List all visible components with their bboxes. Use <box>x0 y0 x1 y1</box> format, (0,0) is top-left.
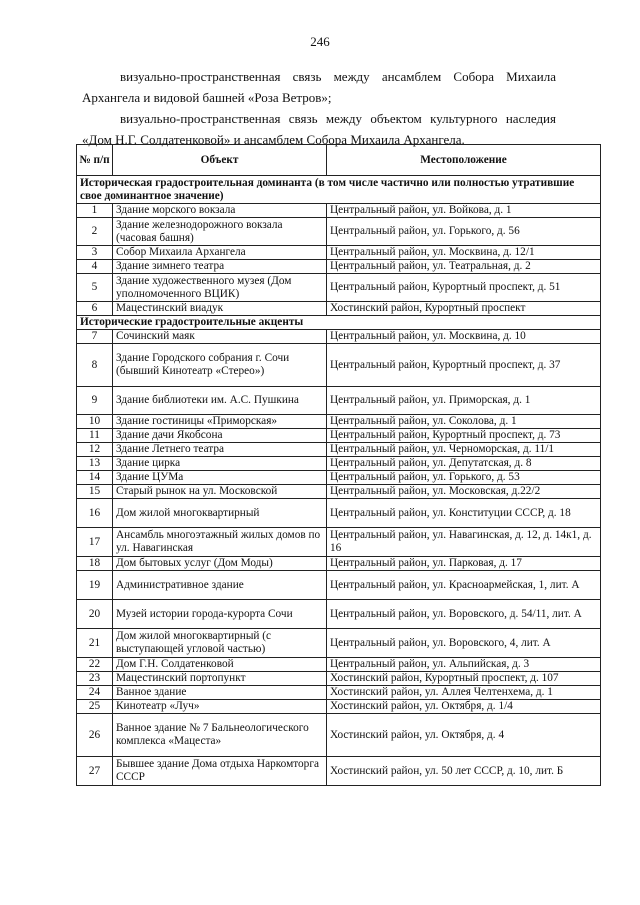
table-row <box>77 757 601 786</box>
object-location: Хостинский район, ул. Аллея Челтенхема, д. 1 <box>327 686 601 700</box>
table-row <box>77 557 601 571</box>
table-body <box>77 176 601 786</box>
table-row <box>77 600 601 629</box>
table-header-row <box>77 145 601 176</box>
object-name: Дом бытовых услуг (Дом Моды) <box>113 557 327 571</box>
object-name: Ансамбль многоэтажный жилых домов по ул. Навагинская <box>113 528 327 557</box>
object-name: Дом жилой многоквартирный <box>113 499 327 528</box>
row-number: 23 <box>77 672 113 686</box>
object-location: Центральный район, ул. Московская, д.22/2 <box>327 485 601 499</box>
object-location: Центральный район, ул. Навагинская, д. 12, д. 14к1, д. 16 <box>327 528 601 557</box>
object-name: Ванное здание № 7 Бальнеологического комплекса «Мацеста» <box>113 714 327 757</box>
table-row <box>77 528 601 557</box>
table-row <box>77 499 601 528</box>
row-number: 16 <box>77 499 113 528</box>
object-name: Здание железнодорожного вокзала (часовая башня) <box>113 218 327 246</box>
object-location: Центральный район, ул. Москвина, д. 10 <box>327 330 601 344</box>
row-number: 3 <box>77 246 113 260</box>
row-number: 17 <box>77 528 113 557</box>
row-number: 15 <box>77 485 113 499</box>
object-name: Здание дачи Якобсона <box>113 429 327 443</box>
row-number: 13 <box>77 457 113 471</box>
row-number: 20 <box>77 600 113 629</box>
row-number: 2 <box>77 218 113 246</box>
section-row <box>77 176 601 204</box>
row-number: 8 <box>77 344 113 387</box>
object-location: Центральный район, ул. Театральная, д. 2 <box>327 260 601 274</box>
object-location: Хостинский район, Курортный проспект, д. 107 <box>327 672 601 686</box>
object-location: Хостинский район, ул. Октября, д. 1/4 <box>327 700 601 714</box>
table-row <box>77 700 601 714</box>
object-name: Мацестинский виадук <box>113 302 327 316</box>
table-row <box>77 629 601 658</box>
row-number: 22 <box>77 658 113 672</box>
row-number: 19 <box>77 571 113 600</box>
object-location: Центральный район, ул. Москвина, д. 12/1 <box>327 246 601 260</box>
object-name: Здание ЦУМа <box>113 471 327 485</box>
table-row <box>77 429 601 443</box>
table-row <box>77 571 601 600</box>
row-number: 5 <box>77 274 113 302</box>
intro-paragraph: визуально-пространственная связь между ансамблем Собора Михаила Архангела и видовой башней «Роза Ветров»; <box>82 69 556 105</box>
object-location: Хостинский район, Курортный проспект <box>327 302 601 316</box>
object-name: Административное здание <box>113 571 327 600</box>
table-row <box>77 485 601 499</box>
object-location: Центральный район, Курортный проспект, д. 37 <box>327 344 601 387</box>
table-row <box>77 672 601 686</box>
object-name: Старый рынок на ул. Московской <box>113 485 327 499</box>
object-name: Здание художественного музея (Дом уполномоченного ВЦИК) <box>113 274 327 302</box>
table-row <box>77 443 601 457</box>
row-number: 4 <box>77 260 113 274</box>
table-row <box>77 274 601 302</box>
object-name: Кинотеатр «Луч» <box>113 700 327 714</box>
object-location: Центральный район, ул. Соколова, д. 1 <box>327 415 601 429</box>
object-name: Здание Городского собрания г. Сочи (бывший Кинотеатр «Стерео») <box>113 344 327 387</box>
object-location: Центральный район, ул. Приморская, д. 1 <box>327 387 601 415</box>
header-object: Объект <box>113 145 327 176</box>
object-location: Хостинский район, ул. Октября, д. 4 <box>327 714 601 757</box>
object-location: Центральный район, ул. Конституции СССР, д. 18 <box>327 499 601 528</box>
object-location: Центральный район, ул. Воровского, 4, лит. А <box>327 629 601 658</box>
row-number: 27 <box>77 757 113 786</box>
table-row <box>77 344 601 387</box>
row-number: 9 <box>77 387 113 415</box>
table-row <box>77 330 601 344</box>
object-name: Дом жилой многоквартирный (с выступающей угловой частью) <box>113 629 327 658</box>
table-row <box>77 302 601 316</box>
row-number: 21 <box>77 629 113 658</box>
object-location: Центральный район, ул. Красноармейская, 1, лит. А <box>327 571 601 600</box>
object-location: Центральный район, ул. Депутатская, д. 8 <box>327 457 601 471</box>
table-row <box>77 204 601 218</box>
object-name: Здание морского вокзала <box>113 204 327 218</box>
row-number: 7 <box>77 330 113 344</box>
header-location: Местоположение <box>327 145 601 176</box>
table-row <box>77 415 601 429</box>
table-row <box>77 387 601 415</box>
table-row <box>77 246 601 260</box>
object-location: Центральный район, ул. Горького, д. 56 <box>327 218 601 246</box>
object-name: Здание библиотеки им. А.С. Пушкина <box>113 387 327 415</box>
row-number: 25 <box>77 700 113 714</box>
row-number: 11 <box>77 429 113 443</box>
object-location: Центральный район, Курортный проспект, д. 51 <box>327 274 601 302</box>
row-number: 12 <box>77 443 113 457</box>
row-number: 10 <box>77 415 113 429</box>
header-num: № п/п <box>77 145 113 176</box>
page-number: 246 <box>310 34 330 49</box>
row-number: 14 <box>77 471 113 485</box>
object-location: Центральный район, ул. Горького, д. 53 <box>327 471 601 485</box>
table-row <box>77 260 601 274</box>
row-number: 26 <box>77 714 113 757</box>
object-location: Центральный район, ул. Парковая, д. 17 <box>327 557 601 571</box>
object-name: Здание гостиницы «Приморская» <box>113 415 327 429</box>
table-row <box>77 714 601 757</box>
object-name: Собор Михаила Архангела <box>113 246 327 260</box>
intro-text <box>82 66 556 150</box>
object-name: Сочинский маяк <box>113 330 327 344</box>
object-name: Здание Летнего театра <box>113 443 327 457</box>
object-name: Музей истории города-курорта Сочи <box>113 600 327 629</box>
row-number: 24 <box>77 686 113 700</box>
section-row <box>77 316 601 330</box>
object-name: Дом Г.Н. Солдатенковой <box>113 658 327 672</box>
table-row <box>77 686 601 700</box>
table-row <box>77 471 601 485</box>
object-name: Здание цирка <box>113 457 327 471</box>
table-row <box>77 457 601 471</box>
object-location: Центральный район, ул. Альпийская, д. 3 <box>327 658 601 672</box>
object-location: Хостинский район, ул. 50 лет СССР, д. 10, лит. Б <box>327 757 601 786</box>
object-name: Здание зимнего театра <box>113 260 327 274</box>
object-name: Мацестинский портопункт <box>113 672 327 686</box>
table-row <box>77 218 601 246</box>
object-location: Центральный район, ул. Черноморская, д. 11/1 <box>327 443 601 457</box>
object-name: Ванное здание <box>113 686 327 700</box>
section-title: Исторические градостроительные акценты <box>77 316 601 330</box>
object-name: Бывшее здание Дома отдыха Наркомторга СССР <box>113 757 327 786</box>
table-row <box>77 658 601 672</box>
heritage-table <box>76 144 601 786</box>
object-location: Центральный район, ул. Воровского, д. 54/11, лит. А <box>327 600 601 629</box>
row-number: 18 <box>77 557 113 571</box>
section-title: Историческая градостроительная доминанта (в том числе частично или полностью утратившие свое доминантное значение) <box>77 176 601 204</box>
intro-paragraph: визуально-пространственная связь между объектом культурного наследия «Дом Н.Г. Солдатенковой» и ансамблем Собора Михаила Архангела. <box>82 111 556 147</box>
row-number: 6 <box>77 302 113 316</box>
object-location: Центральный район, ул. Войкова, д. 1 <box>327 204 601 218</box>
object-location: Центральный район, Курортный проспект, д. 73 <box>327 429 601 443</box>
row-number: 1 <box>77 204 113 218</box>
